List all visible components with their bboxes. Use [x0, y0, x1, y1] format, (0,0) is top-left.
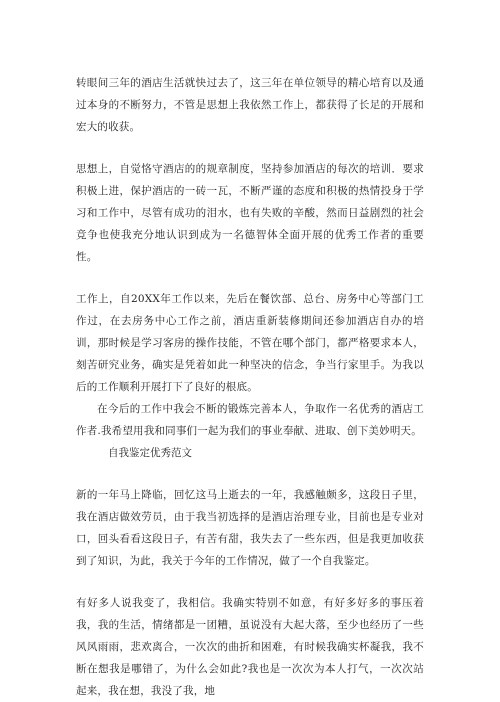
paragraph-future: 在今后的工作中我会不断的锻炼完善本人，争取作一名优秀的酒店工作者.我希望用我和同事们一起为我们的事业奉献、进取、创下美妙明天。: [76, 403, 424, 437]
paragraph-intro: 转眼间三年的酒店生活就快过去了，这三年在单位领导的精心培育以及通过本身的不断努力，不管是思想上我依然工作上，都获得了长足的开展和宏大的收获。: [76, 77, 424, 133]
paragraph-changes: 有好多人说我变了，我相信。我确实特别不如意，有好多好多的事压着我，我的生活，情绪都是一团糟，虽说没有大起大落，至少也经历了一些风风雨雨，悲欢离合，一次次的曲折和困难，有时候我确实杯凝我，我不断在想我是哪错了，为什么会如此?我也是一次次为本人打气，一次次站起来，我在想，我没了我，地: [76, 597, 424, 697]
document-page: [76, 72, 424, 702]
paragraph-new-year: 新的一年马上降临，回忆这马上逝去的一年，我感触颇多，这段日子里，我在酒店做效劳员，由于我当初选择的是酒店治理专业，目前也是专业对口，回头看看这段日子，有苦有甜，我失去了一些东西，但是我更加收获到了知识，为此，我关于今年的工作情况，做了一个自我鉴定。: [76, 489, 424, 567]
section-subheading: 自我鉴定优秀范文: [108, 447, 192, 459]
paragraph-work: 工作上，自20XX年工作以来，先后在餐饮部、总台、房务中心等部门工作过，在去房务中心工作之前，酒店重新装修期间还参加酒店自办的培训，那时候是学习客房的操作技能，不管在哪个部门，都严格要求本人，刻苦研究业务，确实是凭着如此一种坚决的信念，争当行家里手。为我以后的工作顺利开展打下了良好的根底。: [76, 293, 424, 393]
paragraph-thinking: 思想上，自觉恪守酒店的的规章制度，坚持参加酒店的每次的培训．要求积极上进，保护酒店的一砖一瓦，不断严谨的态度和积极的热情投身于学习和工作中，尽管有成功的泪水，也有失败的辛酸，然而日益剧烈的社会竞争也使我充分地认识到成为一名德智体全面开展的优秀工作者的重要性。: [76, 163, 424, 263]
